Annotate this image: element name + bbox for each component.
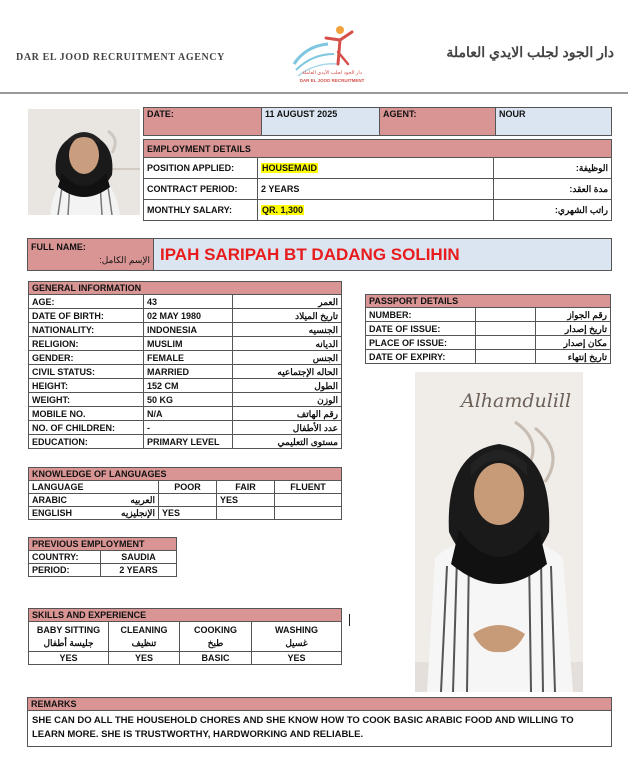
general-info-table [28, 281, 342, 449]
weight-label-ar: الوزن [233, 393, 342, 407]
expiry-date-label: DATE OF EXPIRY: [366, 350, 476, 364]
date-label: DATE: [144, 108, 262, 136]
contract-label: CONTRACT PERIOD: [144, 179, 258, 200]
age-label: AGE: [29, 295, 144, 309]
salary-value-text: QR. 1,300 [262, 205, 304, 215]
height-value: 152 CM [144, 379, 233, 393]
nationality-label: NATIONALITY: [29, 323, 144, 337]
skill-washing-value: YES [252, 652, 342, 665]
weight-label: WEIGHT: [29, 393, 144, 407]
arabic-label: ARABIC [32, 495, 67, 505]
weight-value: 50 KG [144, 393, 233, 407]
table-row [29, 337, 342, 351]
children-value: - [144, 421, 233, 435]
passport-table [365, 294, 611, 364]
children-label-ar: عدد الأطفال [233, 421, 342, 435]
skill-baby-sitting [29, 622, 109, 652]
country-label: COUNTRY: [29, 551, 101, 564]
table-row [29, 551, 177, 564]
agency-name-ar: دار الجود لجلب الايدي العاملة [446, 44, 614, 60]
issue-date-label-ar: تاريخ إصدار [536, 322, 611, 336]
passport-number-value [476, 308, 536, 322]
candidate-photo-large [415, 372, 583, 692]
table-row [29, 323, 342, 337]
education-value: PRIMARY LEVEL [144, 435, 233, 449]
period-label: PERIOD: [29, 564, 101, 577]
children-label: NO. OF CHILDREN: [29, 421, 144, 435]
dob-label: DATE OF BIRTH: [29, 309, 144, 323]
table-row [29, 407, 342, 421]
gender-label: GENDER: [29, 351, 144, 365]
candidate-photo-small [28, 109, 140, 215]
arabic-label-ar: العربيه [130, 495, 155, 505]
skills-title: SKILLS AND EXPERIENCE [29, 609, 342, 622]
employment-table [143, 139, 612, 221]
logo-text-en: DAR EL JOOD RECRUITMENT [299, 78, 365, 83]
skill-washing-en: WASHING [274, 624, 318, 635]
expiry-date-value [476, 350, 536, 364]
skill-cooking-ar: طبخ [207, 637, 224, 648]
dob-value: 02 MAY 1980 [144, 309, 233, 323]
previous-employment-table [28, 537, 177, 577]
skill-cleaning-value: YES [109, 652, 180, 665]
table-row [366, 308, 611, 322]
skill-washing [252, 622, 342, 652]
issue-place-label-ar: مكان إصدار [536, 336, 611, 350]
agency-name-en: DAR EL JOOD RECRUITMENT AGENCY [16, 52, 225, 63]
language-header: LANGUAGE [29, 481, 159, 494]
religion-label: RELIGION: [29, 337, 144, 351]
table-row [29, 421, 342, 435]
position-value [258, 158, 494, 179]
contract-label-ar: مدة العقد: [494, 179, 612, 200]
mobile-label-ar: رقم الهاتف [233, 407, 342, 421]
education-label-ar: مستوى التعليمي [233, 435, 342, 449]
position-label: POSITION APPLIED: [144, 158, 258, 179]
english-fair [217, 507, 275, 520]
gender-value: FEMALE [144, 351, 233, 365]
issue-date-label: DATE OF ISSUE: [366, 322, 476, 336]
issue-place-label: PLACE OF ISSUE: [366, 336, 476, 350]
table-row [29, 393, 342, 407]
english-label: ENGLISH [32, 508, 73, 518]
full-name-table [27, 238, 612, 271]
age-value: 43 [144, 295, 233, 309]
table-row [29, 652, 342, 665]
passport-title: PASSPORT DETAILS [366, 295, 611, 308]
skill-cleaning-en: CLEANING [120, 624, 168, 635]
skill-baby-sitting-value: YES [29, 652, 109, 665]
top-info-table [143, 107, 612, 136]
skill-cooking-en: COOKING [193, 624, 237, 635]
text-cursor [349, 614, 350, 626]
agent-label: AGENT: [380, 108, 496, 136]
dob-label-ar: تاريخ الميلاد [233, 309, 342, 323]
position-label-ar: الوظيفة: [494, 158, 612, 179]
english-fluent [275, 507, 342, 520]
languages-table [28, 467, 342, 520]
table-row [29, 564, 177, 577]
nationality-value: INDONESIA [144, 323, 233, 337]
skill-baby-sitting-ar: جليسة أطفال [43, 637, 94, 648]
arabic-fluent [275, 494, 342, 507]
table-row [366, 336, 611, 350]
table-row [29, 435, 342, 449]
table-row [366, 322, 611, 336]
fluent-header: FLUENT [275, 481, 342, 494]
poor-header: POOR [159, 481, 217, 494]
mobile-label: MOBILE NO. [29, 407, 144, 421]
remarks-text: SHE CAN DO ALL THE HOUSEHOLD CHORES AND SHE KNOW HOW TO COOK BASIC ARABIC FOOD AND WILLING TO LEARN MORE. SHE IS TRUSTWORTHY, HARDWORKING AND RELIABLE. [28, 711, 612, 747]
issue-date-value [476, 322, 536, 336]
logo-text-ar: دار الجود لجلب الأيدي العاملة [302, 70, 362, 76]
previous-employment-title: PREVIOUS EMPLOYMENT [29, 538, 177, 551]
photo-backdrop-text: Alhamdulill [461, 390, 572, 412]
civil-status-label-ar: الحاله الإجتماعيه [233, 365, 342, 379]
english-cell [29, 507, 159, 520]
table-row [29, 365, 342, 379]
skill-baby-sitting-en: BABY SITTING [36, 624, 101, 635]
header-divider [0, 92, 628, 94]
table-row [366, 350, 611, 364]
agent-value: NOUR [496, 108, 612, 136]
full-name-label-cell [28, 239, 154, 271]
skill-cooking [180, 622, 252, 652]
table-row [29, 507, 342, 520]
table-row [29, 295, 342, 309]
full-name-label-ar: الإسم الكامل: [99, 255, 150, 265]
skill-washing-ar: غسيل [285, 637, 308, 648]
age-label-ar: العمر [233, 295, 342, 309]
salary-value [258, 200, 494, 221]
country-value: SAUDIA [101, 551, 177, 564]
english-poor: YES [159, 507, 217, 520]
salary-label: MONTHLY SALARY: [144, 200, 258, 221]
full-name-label: FULL NAME: [31, 242, 86, 252]
passport-number-label-ar: رقم الجواز [536, 308, 611, 322]
height-label: HEIGHT: [29, 379, 144, 393]
arabic-poor [159, 494, 217, 507]
issue-place-value [476, 336, 536, 350]
remarks-title: REMARKS [28, 698, 612, 711]
languages-title: KNOWLEDGE OF LANGUAGES [29, 468, 342, 481]
expiry-date-label-ar: تاريخ إنتهاء [536, 350, 611, 364]
nationality-label-ar: الجنسيه [233, 323, 342, 337]
passport-number-label: NUMBER: [366, 308, 476, 322]
english-label-ar: الإنجليزيه [121, 508, 155, 518]
skill-cooking-value: BASIC [180, 652, 252, 665]
arabic-cell [29, 494, 159, 507]
skills-table [28, 608, 342, 665]
table-row [29, 494, 342, 507]
education-label: EDUCATION: [29, 435, 144, 449]
religion-value: MUSLIM [144, 337, 233, 351]
height-label-ar: الطول [233, 379, 342, 393]
general-info-title: GENERAL INFORMATION [29, 282, 342, 295]
salary-label-ar: راتب الشهري: [494, 200, 612, 221]
fair-header: FAIR [217, 481, 275, 494]
mobile-value: N/A [144, 407, 233, 421]
date-value: 11 AUGUST 2025 [262, 108, 380, 136]
full-name-value: IPAH SARIPAH BT DADANG SOLIHIN [154, 239, 612, 271]
religion-label-ar: الديانه [233, 337, 342, 351]
remarks-table [27, 697, 612, 747]
table-row [29, 379, 342, 393]
arabic-fair: YES [217, 494, 275, 507]
skill-cleaning [109, 622, 180, 652]
contract-value: 2 YEARS [258, 179, 494, 200]
table-row [29, 309, 342, 323]
skill-cleaning-ar: تنظيف [131, 637, 157, 648]
civil-status-value: MARRIED [144, 365, 233, 379]
period-value: 2 YEARS [101, 564, 177, 577]
civil-status-label: CIVIL STATUS: [29, 365, 144, 379]
position-value-text: HOUSEMAID [262, 163, 318, 173]
gender-label-ar: الجنس [233, 351, 342, 365]
employment-title: EMPLOYMENT DETAILS [144, 140, 612, 158]
table-row [29, 351, 342, 365]
